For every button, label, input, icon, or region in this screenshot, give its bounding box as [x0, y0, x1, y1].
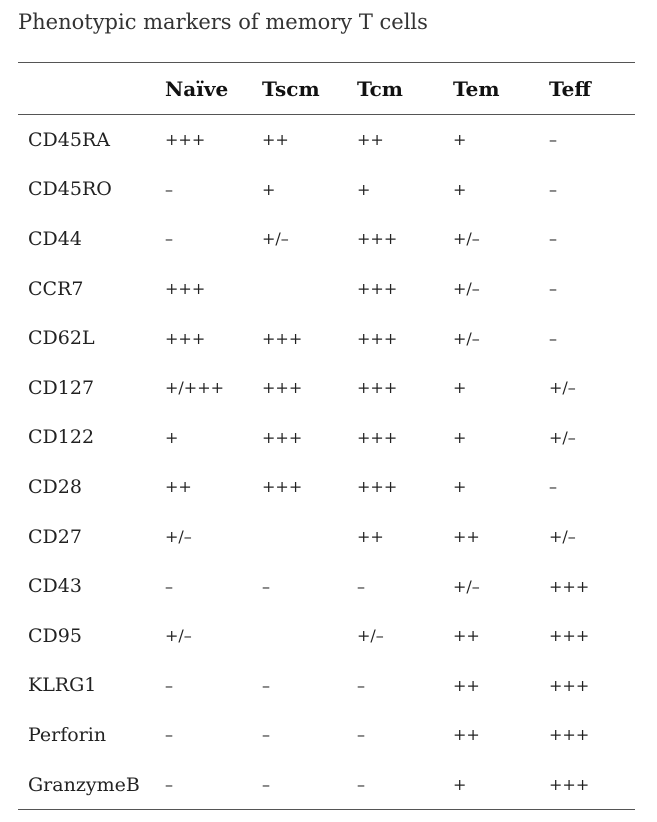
expression-value-cell	[262, 264, 357, 314]
expression-value-cell: +/–	[453, 279, 480, 299]
marker-name-cell: CD44	[28, 227, 82, 250]
expression-value-cell: +++	[262, 328, 303, 348]
marker-name-cell: CD62L	[28, 327, 95, 350]
expression-value-cell: –	[165, 576, 173, 596]
expression-value-cell: ++	[453, 675, 480, 695]
table-row	[18, 413, 635, 463]
header-cell-naive: Naïve	[165, 76, 229, 101]
marker-name-cell: CCR7	[28, 277, 84, 300]
expression-value-cell: +++	[549, 576, 590, 596]
marker-name-cell: CD28	[28, 475, 82, 498]
expression-value-cell: +	[262, 179, 276, 199]
expression-value-cell: +++	[357, 279, 398, 299]
expression-value-cell: ++	[453, 725, 480, 745]
expression-value-cell: +/–	[549, 427, 576, 447]
expression-value-cell: +++	[165, 328, 206, 348]
marker-name-cell: CD27	[28, 525, 82, 548]
expression-value-cell: +/–	[453, 328, 480, 348]
expression-value-cell: +++	[165, 279, 206, 299]
expression-value-cell: +/–	[453, 229, 480, 249]
header-row	[18, 63, 635, 115]
expression-value-cell: –	[357, 576, 365, 596]
marker-name-cell: GranzymeB	[28, 773, 140, 796]
header-cell-tem: Tem	[453, 76, 500, 101]
expression-value-cell: +++	[549, 775, 590, 795]
expression-value-cell: –	[549, 279, 557, 299]
marker-name-cell: CD45RO	[28, 178, 112, 201]
expression-value-cell: +++	[165, 130, 206, 150]
marker-name-cell: CD127	[28, 376, 95, 399]
expression-value-cell: +	[357, 179, 371, 199]
expression-value-cell: +++	[549, 675, 590, 695]
table-row	[18, 661, 635, 711]
markers-table	[18, 62, 635, 810]
expression-value-cell: +++	[262, 427, 303, 447]
expression-value-cell: +++	[262, 378, 303, 398]
expression-value-cell: –	[165, 179, 173, 199]
expression-value-cell: ++	[357, 130, 384, 150]
expression-value-cell: –	[549, 477, 557, 497]
expression-value-cell: ++	[262, 130, 289, 150]
expression-value-cell: –	[549, 229, 557, 249]
expression-value-cell: +/–	[549, 378, 576, 398]
table-row	[18, 363, 635, 413]
expression-value-cell: ++	[453, 626, 480, 646]
expression-value-cell: ++	[165, 477, 192, 497]
table-row	[18, 462, 635, 512]
expression-value-cell: –	[549, 130, 557, 150]
expression-value-cell: +++	[357, 378, 398, 398]
table-row	[18, 710, 635, 760]
table-body	[18, 115, 635, 810]
marker-name-cell: CD43	[28, 575, 82, 598]
expression-value-cell: ++	[453, 527, 480, 547]
marker-name-cell: Perforin	[28, 723, 107, 746]
expression-value-cell: +/–	[453, 576, 480, 596]
expression-value-cell: +	[453, 427, 467, 447]
expression-value-cell: +++	[549, 725, 590, 745]
marker-name-cell: KLRG1	[28, 674, 97, 697]
expression-value-cell: –	[262, 576, 270, 596]
expression-value-cell: –	[357, 725, 365, 745]
marker-name-cell: CD122	[28, 426, 95, 449]
table-row	[18, 165, 635, 215]
table-title: Phenotypic markers of memory T cells	[18, 10, 428, 34]
expression-value-cell: +++	[357, 427, 398, 447]
expression-value-cell: –	[165, 775, 173, 795]
table-row	[18, 611, 635, 661]
table-row	[18, 264, 635, 314]
expression-value-cell: +	[165, 427, 179, 447]
expression-value-cell: –	[165, 675, 173, 695]
table-row	[18, 214, 635, 264]
table-row	[18, 313, 635, 363]
expression-value-cell: +++	[549, 626, 590, 646]
expression-value-cell: +++	[357, 477, 398, 497]
expression-value-cell: –	[262, 775, 270, 795]
expression-value-cell: –	[165, 725, 173, 745]
expression-value-cell: +/–	[262, 229, 289, 249]
expression-value-cell	[262, 512, 357, 562]
header-cell-teff: Teff	[549, 76, 591, 101]
expression-value-cell: +/–	[549, 527, 576, 547]
expression-value-cell: ++	[357, 527, 384, 547]
expression-value-cell: +++	[262, 477, 303, 497]
expression-value-cell: –	[165, 229, 173, 249]
expression-value-cell: +	[453, 477, 467, 497]
expression-value-cell: –	[357, 675, 365, 695]
expression-value-cell: –	[549, 179, 557, 199]
table-row	[18, 561, 635, 611]
header-cell-tscm: Tscm	[262, 76, 320, 101]
expression-value-cell: –	[262, 675, 270, 695]
expression-value-cell: +	[453, 378, 467, 398]
expression-value-cell: +	[453, 179, 467, 199]
expression-value-cell	[262, 611, 357, 661]
expression-value-cell: +/–	[165, 626, 192, 646]
table-row	[18, 115, 635, 165]
expression-value-cell: +/–	[357, 626, 384, 646]
table-row	[18, 760, 635, 810]
expression-value-cell: +++	[357, 328, 398, 348]
marker-name-cell: CD45RA	[28, 128, 110, 151]
expression-value-cell: –	[549, 328, 557, 348]
marker-name-cell: CD95	[28, 624, 82, 647]
expression-value-cell: –	[357, 775, 365, 795]
expression-value-cell: +/–	[165, 527, 192, 547]
expression-value-cell: –	[262, 725, 270, 745]
expression-value-cell: +/+++	[165, 378, 225, 398]
header-cell-marker	[18, 63, 165, 115]
expression-value-cell: +	[453, 775, 467, 795]
table-row	[18, 512, 635, 562]
header-cell-tcm: Tcm	[357, 76, 403, 101]
expression-value-cell: +++	[357, 229, 398, 249]
expression-value-cell: +	[453, 130, 467, 150]
